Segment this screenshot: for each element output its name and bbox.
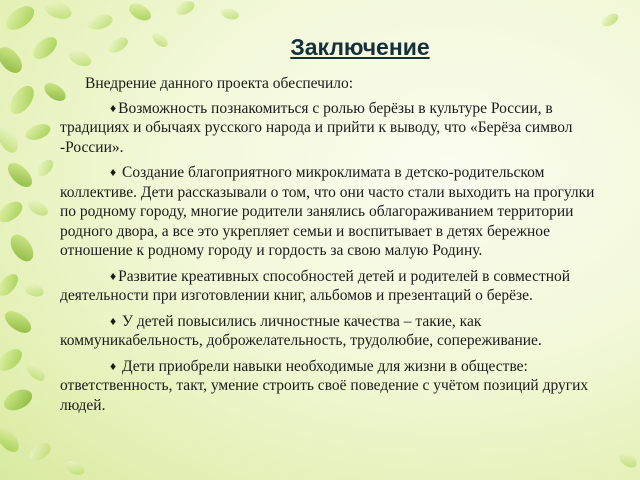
bullet-item-4 xyxy=(60,312,612,351)
bullet-item-2 xyxy=(60,163,612,261)
diamond-bullet-icon: ♦ xyxy=(110,100,117,115)
bullet-item-1 xyxy=(60,99,612,158)
bullet-item-5 xyxy=(60,357,612,416)
bullet-text: Возможность познакомиться с ролью берёзы в культуре России, в традициях и обычаях русского народа и прийти к выводу, что «Берёза символ -России». xyxy=(60,99,573,156)
diamond-bullet-icon: ♦ xyxy=(110,268,117,283)
bullet-item-3 xyxy=(60,267,612,306)
bullet-text: Дети приобрели навыки необходимые для жизни в обществе: ответственность, такт, умение строить своё поведение с учётом позиций других людей. xyxy=(60,357,589,414)
diamond-bullet-icon: ♦ xyxy=(110,165,117,179)
diamond-bullet-icon: ♦ xyxy=(110,358,117,373)
diamond-bullet-icon: ♦ xyxy=(110,313,117,328)
slide-title: Заключение xyxy=(290,34,430,60)
bullet-text: У детей повысились личностные качества – такие, как коммуникабельность, доброжелательность, трудолюбие, сопереживание. xyxy=(60,312,542,349)
bullet-text: Создание благоприятного микроклимата в детско-родительском коллективе. Дети рассказывали о том, что они часто стали выходить на прогулки по родному городу, многие родители занялись облагораживанием территории родного двора, а все это укрепляет семьи и воспитывает в детях бережное отношение к родному городу и гордость за свою малую Родину. xyxy=(60,164,595,259)
slide-content xyxy=(60,74,612,421)
intro-text: Внедрение данного проекта обеспечило: xyxy=(85,75,354,92)
bullet-text: Развитие креативных способностей детей и родителей в совместной деятельности при изготовлении книг, альбомов и презентаций о берёзе. xyxy=(60,267,571,304)
